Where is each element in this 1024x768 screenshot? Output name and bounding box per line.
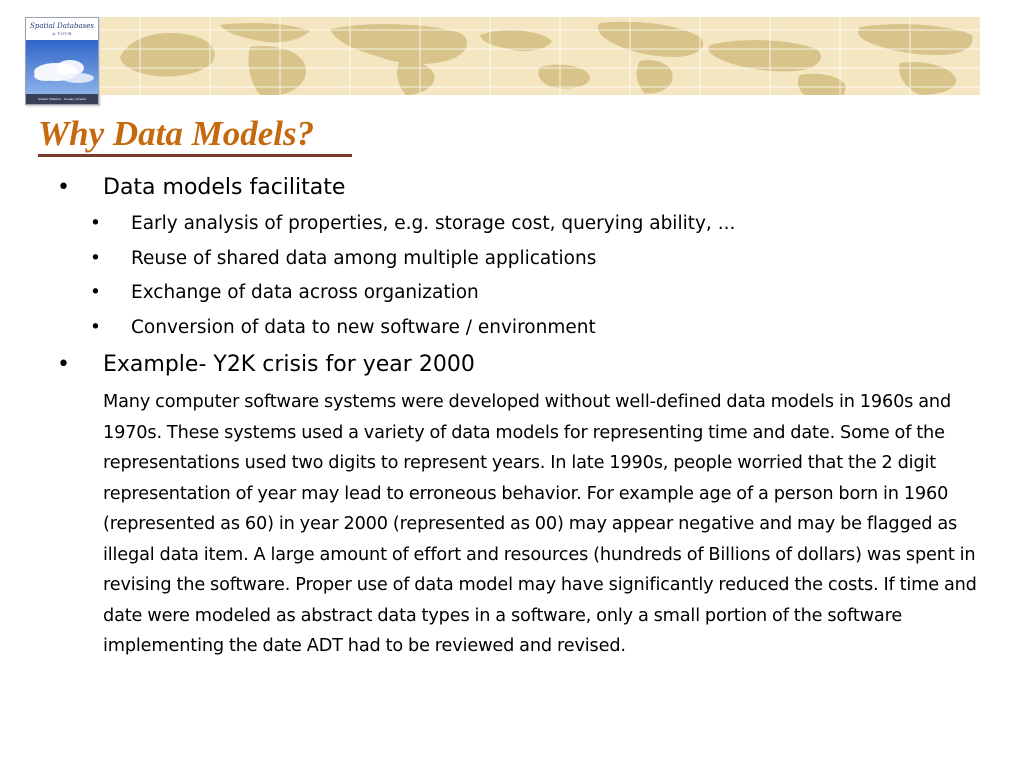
bullet-marker: •	[57, 175, 70, 200]
bullet-marker: •	[57, 352, 70, 377]
sub-bullet-marker: •	[90, 316, 101, 338]
page-title: Why Data Models?	[38, 114, 315, 153]
y2k-paragraph: Many computer software systems were developed without well-defined data models in 1960s and 1970s. These systems used a variety of data models for representing time and date. Some of the representations used two digits to represent years. In late 1990s, people worried that the 2 digit representation of year may lead to erroneous behavior. For example age of a person born in 1960 (represented as 60) in year 2000 (represented as 00) may appear negative and may be flagged as illegal data item. A large amount of effort and resources (hundreds of Billions of dollars) was spent in revising the software. Proper use of data model may have significantly reduced the costs. If time and date were modeled as abstract data types in a software, only a small portion of the software implementing the date ADT had to be reviewed and revised.	[103, 392, 977, 656]
title-underline	[38, 154, 352, 157]
bullet-text: Example- Y2K crisis for year 2000	[103, 352, 475, 377]
book-cover-title: Spatial Databases	[30, 22, 94, 30]
world-map-banner	[100, 17, 980, 95]
sub-bullet-text: Reuse of shared data among multiple applications	[131, 247, 597, 269]
sub-bullet-text: Conversion of data to new software / environment	[131, 316, 596, 338]
book-cover-subtitle: A TOUR	[52, 31, 72, 36]
sub-bullet-text: Early analysis of properties, e.g. storage cost, querying ability, ...	[131, 213, 736, 234]
sub-bullet-marker: •	[90, 213, 101, 234]
sub-bullet-marker: •	[90, 282, 101, 303]
sub-bullet-text: Exchange of data across organization	[131, 282, 479, 303]
book-cover-authors: Shashi Shekhar · Sanjay Chawla	[37, 97, 87, 101]
book-cover-image	[25, 17, 99, 105]
bullet-text: Data models facilitate	[103, 175, 346, 200]
sub-bullet-marker: •	[90, 247, 101, 269]
